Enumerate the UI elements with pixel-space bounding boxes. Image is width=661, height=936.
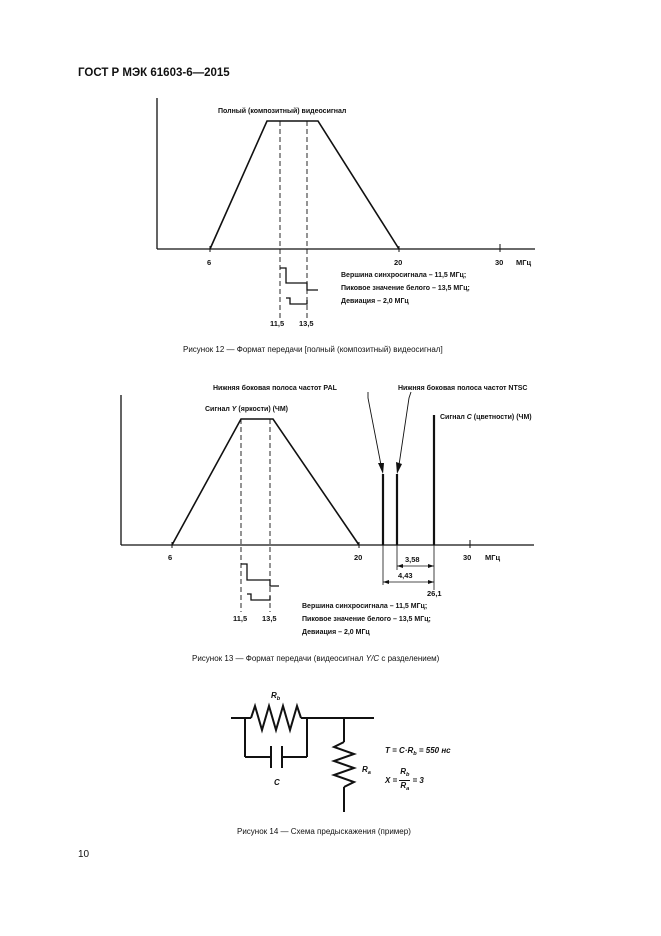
fig12-x-tick-label-30: 30 [495, 258, 504, 267]
fig13-note-1: Вершина синхросигнала – 11,5 МГц; [302, 603, 428, 610]
fig13-c-signal-label: Сигнал C (цветности) (ЧМ) [440, 414, 532, 421]
fig13-x-tick-label-20: 20 [354, 553, 363, 562]
fig14-time-constant-equation: $T = C\cdot R_b = 550$ нс [385, 746, 451, 757]
fig12-sub-tick-11-5: 11,5 [270, 319, 285, 328]
fig14-ra-label: $R_a$ [362, 765, 371, 776]
document-header: ГОСТ Р МЭК 61603-6—2015 [78, 67, 230, 79]
fig12-note-2: Пиковое значение белого – 13,5 МГц; [341, 285, 470, 292]
fig13-dim-pal-label: 4,43 [398, 571, 413, 580]
fig13-note-3: Девиация – 2,0 МГц [302, 629, 370, 636]
page-number: 10 [78, 849, 90, 860]
fig13-note-2: Пиковое значение белого – 13,5 МГц; [302, 616, 431, 623]
fig12-x-tick-label-20: 20 [394, 258, 403, 267]
fig12-x-tick-label-6: 6 [207, 258, 212, 267]
fig14-c-label: C [274, 778, 280, 787]
fig13-dim-ntsc-label: 3,58 [405, 555, 420, 564]
fig13-x-tick-label-6: 6 [168, 553, 173, 562]
fig12-caption: Рисунок 12 — Формат передачи [полный (композитный) видеосигнал] [183, 345, 443, 354]
fig12-sub-tick-13-5: 13,5 [299, 319, 314, 328]
fig12-note-1: Вершина синхросигнала – 11,5 МГц; [341, 272, 467, 279]
fig13-x-unit: МГц [485, 553, 501, 562]
fig13-sub-tick-11-5: 11,5 [233, 614, 248, 623]
fig13-ntsc-label: Нижняя боковая полоса частот NTSC [398, 385, 528, 392]
fig13-c-freq-label: 26,1 [427, 589, 442, 598]
fig13-caption: Рисунок 13 — Формат передачи (видеосигнал Y/C с разделением) [192, 654, 440, 663]
fig13-y-signal-label: Сигнал Y (яркости) (ЧМ) [205, 406, 289, 413]
fig12-x-unit: МГц [516, 258, 532, 267]
fig13-sub-tick-13-5: 13,5 [262, 614, 277, 623]
fig13-x-tick-label-30: 30 [463, 553, 472, 562]
fig14-resistor-rb [251, 706, 301, 730]
fig12-note-3: Девиация – 2,0 МГц [341, 298, 409, 305]
fig13-pal-label: Нижняя боковая полоса частот PAL [213, 385, 337, 392]
fig14-resistor-ra [334, 742, 354, 787]
fig14-ratio-equation: X = $\frac{R_b}{R_a}$ = 3 [385, 767, 424, 792]
fig14-caption: Рисунок 14 — Схема предыскажения (пример) [237, 827, 411, 836]
fig12-signal-label: Полный (композитный) видеосигнал [218, 108, 347, 115]
fig14-rb-label: $R_b$ [271, 691, 281, 702]
